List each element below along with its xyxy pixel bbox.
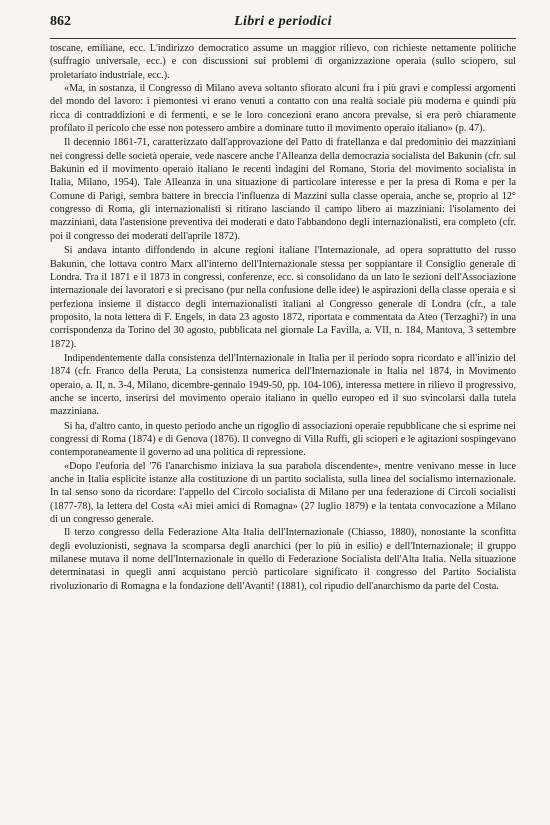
paragraph: Indipendentemente dalla consistenza dell'Internazionale in Italia per il periodo sopra ricordato e all'inizio del 1874 (cfr. Franco della Peruta, La consistenza numerica dell'Internazionale in Italia nel 1874, in Movimento operaio, a. II, n. 3-4, Milano, dicembre-gennaio 1949-50, pp. 104-106), interessa mettere in rilievo il progressivo, anche se incerto, inserirsi del movimento operaio italiano in quello europeo ed il suo svincolarsi dalla tutela mazziniana. — [50, 352, 516, 418]
paragraph: Il decennio 1861-71, caratterizzato dall'approvazione del Patto di fratellanza e dal predominio dei mazziniani nei congressi delle società operaie, vede nascere anche l'Alleanza della democrazia socialista del Bakunin (cfr. sul Bakunin ed il movimento operaio italiano le recenti indagini del Romano, Storia del movimento socialista in Italia, Milano, 1954). Tale Alleanza in una situazione di particolare interesse e per la presa di Roma e per la Comune di Parigi, sembra battere in breccia l'influenza di Mazzini sulla classe operaia, anche se, proprio al 12° congresso di Roma, gli internazionalisti si ritirano lasciando il campo libero ai mazziniani: l'isolamento dei mazziniani, data l'astensione preventiva dei moderati e dato l'abbandono degli internazionalisti, era completo (cfr. poi il congresso dei moderati dell'aprile 1872). — [50, 137, 516, 242]
paragraph: Il terzo congresso della Federazione Alta Italia dell'Internazionale (Chiasso, 1880), nonostante la sconfitta degli evoluzionisti, segnava la scomparsa degli anarchici (per lo più in esilio) e dell'Internazionale; il gruppo milanese mutava il nome dell'Internazionale in quello di Federazione Socialista dell'Alta Italia. Nella situazione determinatasi in quegli anni acquistano perciò particolare significato il congresso del Partito Socialista rivoluzionario di Romagna e la fondazione dell'Avanti! (1881), col ripudio dell'anarchismo da parte del Costa. — [50, 527, 516, 592]
article-body — [50, 42, 516, 593]
header-rule — [50, 38, 516, 39]
paragraph: «Dopo l'euforia del '76 l'anarchismo iniziava la sua parabola discendente», mentre venivano messe in luce anche in Italia esplicite istanze alla costituzione di un partito socialista, sulla linea del socialismo internazionale. In tal senso sono da ricordare: l'appello del Circolo socialista di Milano per una federazione di Circoli socialisti (1877-78), la lettera del Costa «Ai miei amici di Romagna» (27 luglio 1879) e la tentata convocazione a Milano di un congresso generale. — [50, 460, 516, 526]
paragraph: toscane, emiliane, ecc. L'indirizzo democratico assume un maggior rilievo, con richieste nettamente politiche (suffragio universale, ecc.) e con discussioni sui problemi di organizzazione operaia (sullo sciopero, sul proletariato industriale, ecc.). — [50, 43, 516, 81]
page-header — [50, 14, 516, 36]
paragraph: Si andava intanto diffondendo in alcune regioni italiane l'Internazionale, ad opera soprattutto del russo Bakunin, che lottava contro Marx all'interno dell'Internazionale stessa per soppiantare il Consiglio generale di Londra. Tra il 1871 e il 1873 in congressi, conferenze, ecc. si consolidano da un lato le sezioni dell'Associazione internazionale dei lavoratori e si precisano (pur nella confusione delle idee) le aspirazioni della classe operaia e si perfeziona insieme il distacco degli internazionalisti italiani al Congresso generale di Londra (cfr., a tale proposito, la nota lettera di F. Engels, in data 23 agosto 1872, riportata e commentata da Ateo (Terzaghi?) in una corrispondenza da Torino del 30 agosto, pubblicata nel giornale La Favilla, a. VII, n. 184, Mantova, 3 settembre 1872). — [50, 245, 516, 350]
paragraph: Si ha, d'altro canto, in questo periodo anche un rigoglio di associazioni operaie repubblicane che si esprime nei congressi di Roma (1874) e di Genova (1876). Il convegno di Villa Ruffi, gli scioperi e le agitazioni sospingevano contemporaneamente il governo ad una politica di repressione. — [50, 420, 516, 459]
paragraph: «Ma, in sostanza, il Congresso di Milano aveva soltanto sfiorato alcuni fra i più gravi e complessi argomenti del mondo del lavoro: i piemontesi vi erano venuti a contatto con una realtà sociale più moderna e quindi più ricca di contraddizioni e di fermenti, e se le loro concezioni erano ancora prevalse, si era però chiaramente profilato il pericolo che esse non potessero ambire a dominare tutto il movimento operaio italiano» (p. 47). — [50, 83, 516, 135]
page-number: 862 — [50, 14, 71, 29]
running-title: Libri e periodici — [234, 14, 332, 29]
